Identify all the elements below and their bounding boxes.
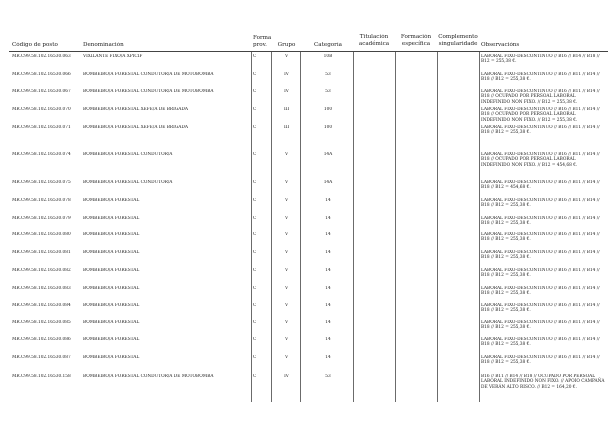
row-code: MR.C99.58.102.16530.085 bbox=[12, 320, 71, 325]
row-categoria: 14 bbox=[325, 232, 331, 237]
row-denominacion: BOMBEIRO/A FORESTAL CONDUTOR/A bbox=[83, 152, 173, 157]
table-row bbox=[0, 54, 615, 70]
row-grupo: V bbox=[284, 286, 289, 291]
row-code: MR.C99.58.102.16530.082 bbox=[12, 268, 71, 273]
row-forma: C bbox=[253, 268, 257, 273]
row-categoria: 53 bbox=[325, 72, 331, 77]
row-denominacion: BOMBEIRO/A FORESTAL CONDUTOR/A bbox=[83, 180, 173, 185]
row-forma: C bbox=[253, 125, 257, 130]
row-forma: C bbox=[253, 374, 257, 379]
row-code: MR.C99.58.102.16530.158 bbox=[12, 374, 71, 379]
table-row bbox=[0, 268, 615, 284]
row-grupo: V bbox=[284, 54, 289, 59]
row-code: MR.C99.58.102.16530.075 bbox=[12, 180, 71, 185]
table-row bbox=[0, 250, 615, 266]
row-observacions: LABORAL FIXO-DESCONTINUO // B16 // B11 // B14 // B18 // B12 = 255,38 €. bbox=[481, 303, 600, 314]
row-denominacion: BOMBEIRO/A FORESTAL bbox=[83, 268, 140, 273]
header-grupo: Grupo bbox=[277, 42, 296, 48]
row-observacions: LABORAL FIXO-DESCONTINUO // B16 // B11 // B14 // B18 // B12 = 255,38 €. bbox=[481, 320, 600, 331]
row-code: MR.C99.58.102.16530.078 bbox=[12, 198, 71, 203]
row-categoria: 14A bbox=[323, 152, 333, 157]
row-denominacion: BOMBEIRO/A FORESTAL bbox=[83, 198, 140, 203]
row-observacions: LABORAL FIXO-DESCONTINUO // B16 // B11 // B14 // B18 // B12 = 255,38 €. bbox=[481, 72, 600, 83]
row-categoria: 14 bbox=[325, 303, 331, 308]
row-code: MR.C99.58.102.16530.067 bbox=[12, 89, 71, 94]
row-grupo: V bbox=[284, 355, 289, 360]
table-row bbox=[0, 303, 615, 319]
row-code: MR.C99.58.102.16530.070 bbox=[12, 107, 71, 112]
header-formacion: Formación específica bbox=[400, 34, 432, 47]
row-grupo: IV bbox=[284, 72, 289, 77]
row-observacions: LABORAL FIXO-DESCONTINUO // B16 // B11 // B14 // B18 // B12 = 255,38 €. bbox=[481, 125, 600, 136]
row-observacions: LABORAL FIXO-DESCONTINUO // B16 // B11 // B14 // B18 // B12 = 454,68 €. bbox=[481, 180, 600, 191]
row-denominacion: BOMBEIRO/A FORESTAL bbox=[83, 250, 140, 255]
row-observacions: LABORAL FIXO-DESCONTINUO // B16 // B11 // B14 // B18 // B12 = 255,38 €. bbox=[481, 355, 600, 366]
row-categoria: 100 bbox=[323, 107, 333, 112]
row-observacions: LABORAL FIXO-DESCONTINUO // B16 // B11 // B14 // B18 // B12 = 255,38 €. bbox=[481, 337, 600, 348]
row-grupo: V bbox=[284, 152, 289, 157]
row-grupo: IV bbox=[284, 374, 289, 379]
row-categoria: 14 bbox=[325, 268, 331, 273]
table-row bbox=[0, 72, 615, 88]
row-denominacion: BOMBEIRO/A FORESTAL bbox=[83, 320, 140, 325]
row-denominacion: BOMBEIRO/A FORESTAL bbox=[83, 355, 140, 360]
row-denominacion: BOMBEIRO/A FORESTAL XEFE/A DE BRIGADA bbox=[83, 125, 188, 130]
table-row bbox=[0, 180, 615, 196]
row-categoria: 14 bbox=[325, 355, 331, 360]
row-grupo: V bbox=[284, 268, 289, 273]
table-header bbox=[0, 0, 615, 52]
row-categoria: 53 bbox=[325, 89, 331, 94]
row-denominacion: BOMBEIRO/A FORESTAL bbox=[83, 216, 140, 221]
header-categoria: Categoría bbox=[314, 42, 342, 48]
table-row bbox=[0, 355, 615, 371]
row-categoria: 14 bbox=[325, 250, 331, 255]
row-forma: C bbox=[253, 89, 257, 94]
table-row bbox=[0, 320, 615, 336]
row-forma: C bbox=[253, 72, 257, 77]
row-grupo: V bbox=[284, 180, 289, 185]
table-row bbox=[0, 125, 615, 141]
row-grupo: V bbox=[284, 250, 289, 255]
row-denominacion: VIXILANTE FIXO/A XPICIF bbox=[83, 54, 143, 59]
row-grupo: III bbox=[283, 125, 290, 130]
row-observacions: LABORAL FIXO-DESCONTINUO // B16 // B11 // B14 // B18 // B12 = 255,38 €. bbox=[481, 232, 600, 243]
header-denominacion: Denominación bbox=[83, 42, 124, 48]
row-code: MR.C99.58.102.16530.081 bbox=[12, 250, 71, 255]
row-forma: C bbox=[253, 180, 257, 185]
row-observacions: B16 // B11 // B14 // B18 // OCUPADO POR PERSOAL LABORAL INDEFINIDO NON FIXO. // APOIO CAMPAÑA DE VERÁN ALTO RISCO. // B12 = 164,20 €. bbox=[481, 374, 605, 390]
row-forma: C bbox=[253, 54, 257, 59]
header-complemento: Complemento singularidade bbox=[438, 34, 478, 47]
row-code: MR.C99.58.102.16530.083 bbox=[12, 286, 71, 291]
row-forma: C bbox=[253, 337, 257, 342]
header-titulacion: Titulación académica bbox=[358, 34, 390, 47]
row-observacions: LABORAL FIXO-DESCONTINUO // B16 // B11 // B14 // B18 // OCUPADO POR PERSOAL LABORAL INDEFINIDO NON FIXO. // B12 = 255,38 €. bbox=[481, 89, 600, 105]
row-code: MR.C99.58.102.16530.080 bbox=[12, 232, 71, 237]
row-grupo: IV bbox=[284, 89, 289, 94]
row-categoria: 14A bbox=[323, 180, 333, 185]
row-forma: C bbox=[253, 355, 257, 360]
row-forma: C bbox=[253, 107, 257, 112]
row-grupo: V bbox=[284, 337, 289, 342]
row-forma: C bbox=[253, 320, 257, 325]
table-row bbox=[0, 89, 615, 105]
row-code: MR.C99.58.102.16530.084 bbox=[12, 303, 71, 308]
row-grupo: V bbox=[284, 216, 289, 221]
row-denominacion: BOMBEIRO/A FORESTAL bbox=[83, 303, 140, 308]
row-observacions: LABORAL FIXO-DESCONTINUO // B16 // B11 // B14 // B18 // B12 = 255,38 €. bbox=[481, 250, 600, 261]
row-grupo: V bbox=[284, 232, 289, 237]
header-rule bbox=[9, 51, 608, 52]
row-categoria: 14 bbox=[325, 198, 331, 203]
row-code: MR.C99.58.102.16530.086 bbox=[12, 337, 71, 342]
table-row bbox=[0, 152, 615, 168]
row-observacions: LABORAL FIXO-DESCONTINUO // B16 // B11 // B14 // B18 // B12 = 255,38 €. bbox=[481, 268, 600, 279]
row-grupo: V bbox=[284, 320, 289, 325]
row-code: MR.C99.58.102.16530.079 bbox=[12, 216, 71, 221]
row-forma: C bbox=[253, 152, 257, 157]
row-denominacion: BOMBEIRO/A FORESTAL CONDUTOR/A DE MOTOBOMBA bbox=[83, 89, 214, 94]
header-codigo: Código de posto bbox=[12, 42, 58, 48]
row-categoria: 14 bbox=[325, 216, 331, 221]
row-denominacion: BOMBEIRO/A FORESTAL bbox=[83, 286, 140, 291]
row-categoria: 14 bbox=[325, 337, 331, 342]
row-categoria: 10B bbox=[323, 54, 333, 59]
row-grupo: V bbox=[284, 303, 289, 308]
row-categoria: 14 bbox=[325, 320, 331, 325]
row-code: MR.C99.58.102.16530.063 bbox=[12, 54, 71, 59]
row-code: MR.C99.58.102.16530.066 bbox=[12, 72, 71, 77]
row-code: MR.C99.58.102.16530.074 bbox=[12, 152, 71, 157]
row-categoria: 53 bbox=[325, 374, 331, 379]
row-denominacion: BOMBEIRO/A FORESTAL bbox=[83, 337, 140, 342]
row-categoria: 100 bbox=[323, 125, 333, 130]
row-forma: C bbox=[253, 232, 257, 237]
row-denominacion: BOMBEIRO/A FORESTAL bbox=[83, 232, 140, 237]
table-row bbox=[0, 198, 615, 214]
row-forma: C bbox=[253, 216, 257, 221]
row-code: MR.C99.58.102.16530.087 bbox=[12, 355, 71, 360]
table-row bbox=[0, 232, 615, 248]
row-denominacion: BOMBEIRO/A FORESTAL XEFE/A DE BRIGADA bbox=[83, 107, 188, 112]
row-categoria: 14 bbox=[325, 286, 331, 291]
row-forma: C bbox=[253, 303, 257, 308]
row-code: MR.C99.58.102.16530.071 bbox=[12, 125, 71, 130]
row-observacions: LABORAL FIXO-DESCONTINUO // B16 // B11 // B14 // B18 // OCUPADO POR PERSOAL LABORAL INDEFINIDO NON FIXO. // B12 = 454,68 €. bbox=[481, 152, 600, 168]
table-row bbox=[0, 107, 615, 123]
table-row bbox=[0, 216, 615, 232]
row-observacions: LABORAL FIXO-DESCONTINUO // B16 // B11 // B14 // B18 // B12 = 255,38 €. bbox=[481, 286, 600, 297]
row-forma: C bbox=[253, 286, 257, 291]
table-row bbox=[0, 337, 615, 353]
table-row bbox=[0, 286, 615, 302]
row-grupo: III bbox=[283, 107, 290, 112]
row-observacions: LABORAL FIXO-DESCONTINUO // B16 // B14 // B18 // B12 = 255,38 €. bbox=[481, 54, 600, 65]
row-grupo: V bbox=[284, 198, 289, 203]
row-forma: C bbox=[253, 198, 257, 203]
header-observacions: Observacións bbox=[481, 42, 520, 48]
table-row bbox=[0, 374, 615, 390]
row-observacions: LABORAL FIXO-DESCONTINUO // B16 // B11 // B14 // B18 // B12 = 255,38 €. bbox=[481, 216, 600, 227]
row-observacions: LABORAL FIXO-DESCONTINUO // B16 // B11 // B14 // B18 // B12 = 255,38 €. bbox=[481, 198, 600, 209]
header-forma: Forma prov. bbox=[253, 35, 272, 48]
row-denominacion: BOMBEIRO/A FORESTAL CONDUTOR/A DE MOTOBOMBA bbox=[83, 72, 214, 77]
row-denominacion: BOMBEIRO/A FORESTAL CONDUTOR/A DE MOTOBOMBA bbox=[83, 374, 214, 379]
row-forma: C bbox=[253, 250, 257, 255]
row-observacions: LABORAL FIXO-DESCONTINUO // B16 // B11 // B14 // B18 // OCUPADO POR PERSOAL LABORAL INDEFINIDO NON FIXO. // B12 = 255,38 €. bbox=[481, 107, 600, 123]
